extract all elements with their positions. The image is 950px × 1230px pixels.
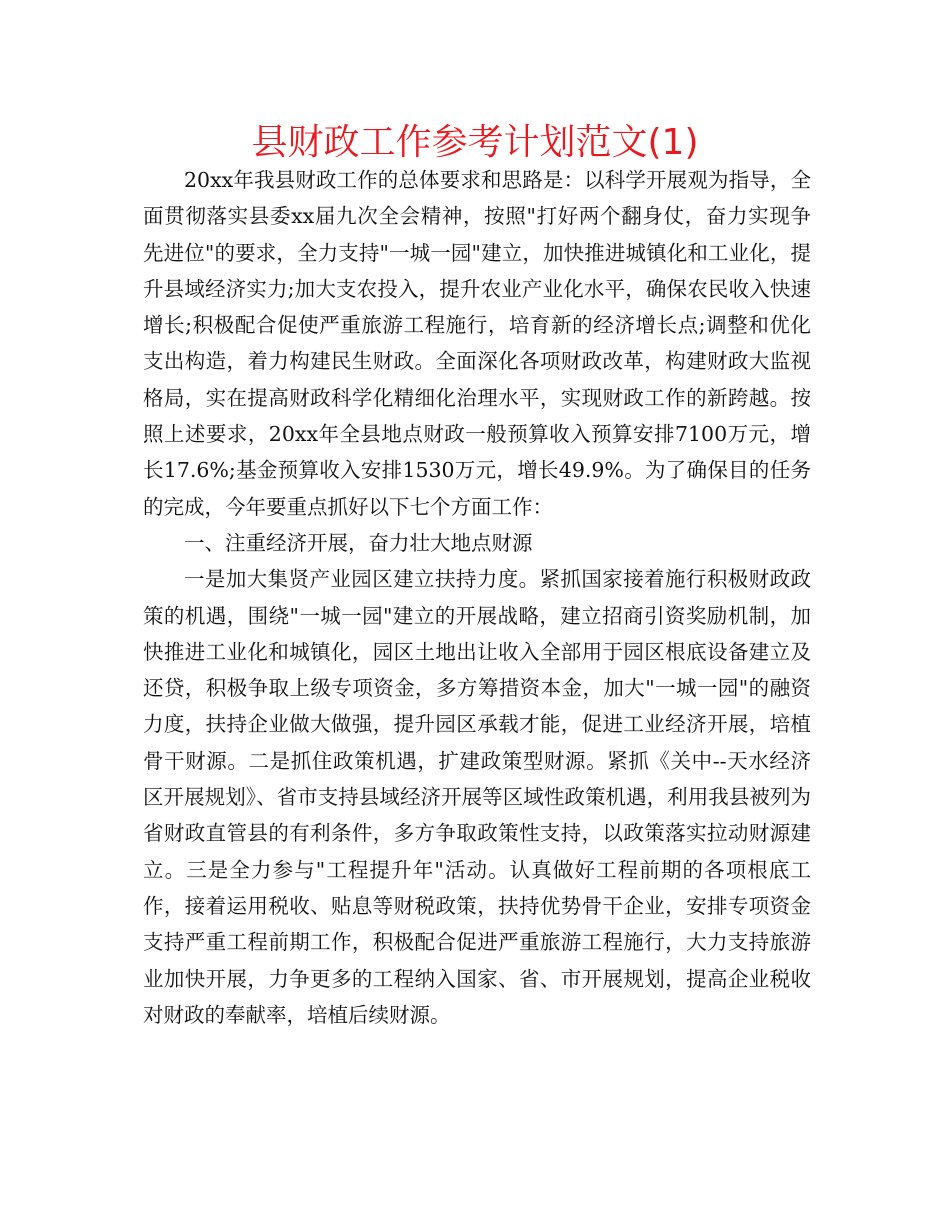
paragraph-section-1: 一是加大集贤产业园区建立扶持力度。紧抓国家接着施行积极财政政策的机遇，围绕"一城一园"建立的开展战略，建立招商引资奖励机制，加快推进工业化和城镇化，园区土地出让收入全部用于园区根底设备建立及还贷，积极争取上级专项资金，多方筹措资本金，加大"一城一园"的融资力度，扶持企业做大做强，提升园区承载才能，促进工业经济开展，培植骨干财源。二是抓住政策机遇，扩建政策型财源。紧抓《关中--天水经济区开展规划》、省市支持县域经济开展等区域性政策机遇，利用我县被列为省财政直管县的有利条件，多方争取政策性支持，以政策落实拉动财源建立。三是全力参与"工程提升年"活动。认真做好工程前期的各项根底工作，接着运用税收、贴息等财税政策，扶持优势骨干企业，安排专项资金支持严重工程前期工作，积极配合促进严重旅游工程施行，大力支持旅游业加快开展，力争更多的工程纳入国家、省、市开展规划，提高企业税收对财政的奉献率，培植后续财源。 (143, 567, 811, 1027)
document-body (143, 162, 811, 1033)
section-heading-1: 一、注重经济开展，奋力壮大地点财源 (184, 530, 533, 555)
document-title: 县财政工作参考计划范文(1) (251, 122, 699, 163)
paragraph-intro: 20xx年我县财政工作的总体要求和思路是：以科学开展观为指导，全面贯彻落实县委xx届九次全会精神，按照"打好两个翻身仗，奋力实现争先进位"的要求，全力支持"一城一园"建立，加快推进城镇化和工业化，提升县域经济实力;加大支农投入，提升农业产业化水平，确保农民收入快速增长;积极配合促使严重旅游工程施行，培育新的经济增长点;调整和优化支出构造，着力构建民生财政。全面深化各项财政改革，构建财政大监视格局，实在提高财政科学化精细化治理水平，实现财政工作的新跨越。按照上述要求，20xx年全县地点财政一般预算收入预算安排7100万元，增长17.6%;基金预算收入安排1530万元，增长49.9%。为了确保目的任务的完成，今年要重点抓好以下七个方面工作： (143, 168, 811, 519)
